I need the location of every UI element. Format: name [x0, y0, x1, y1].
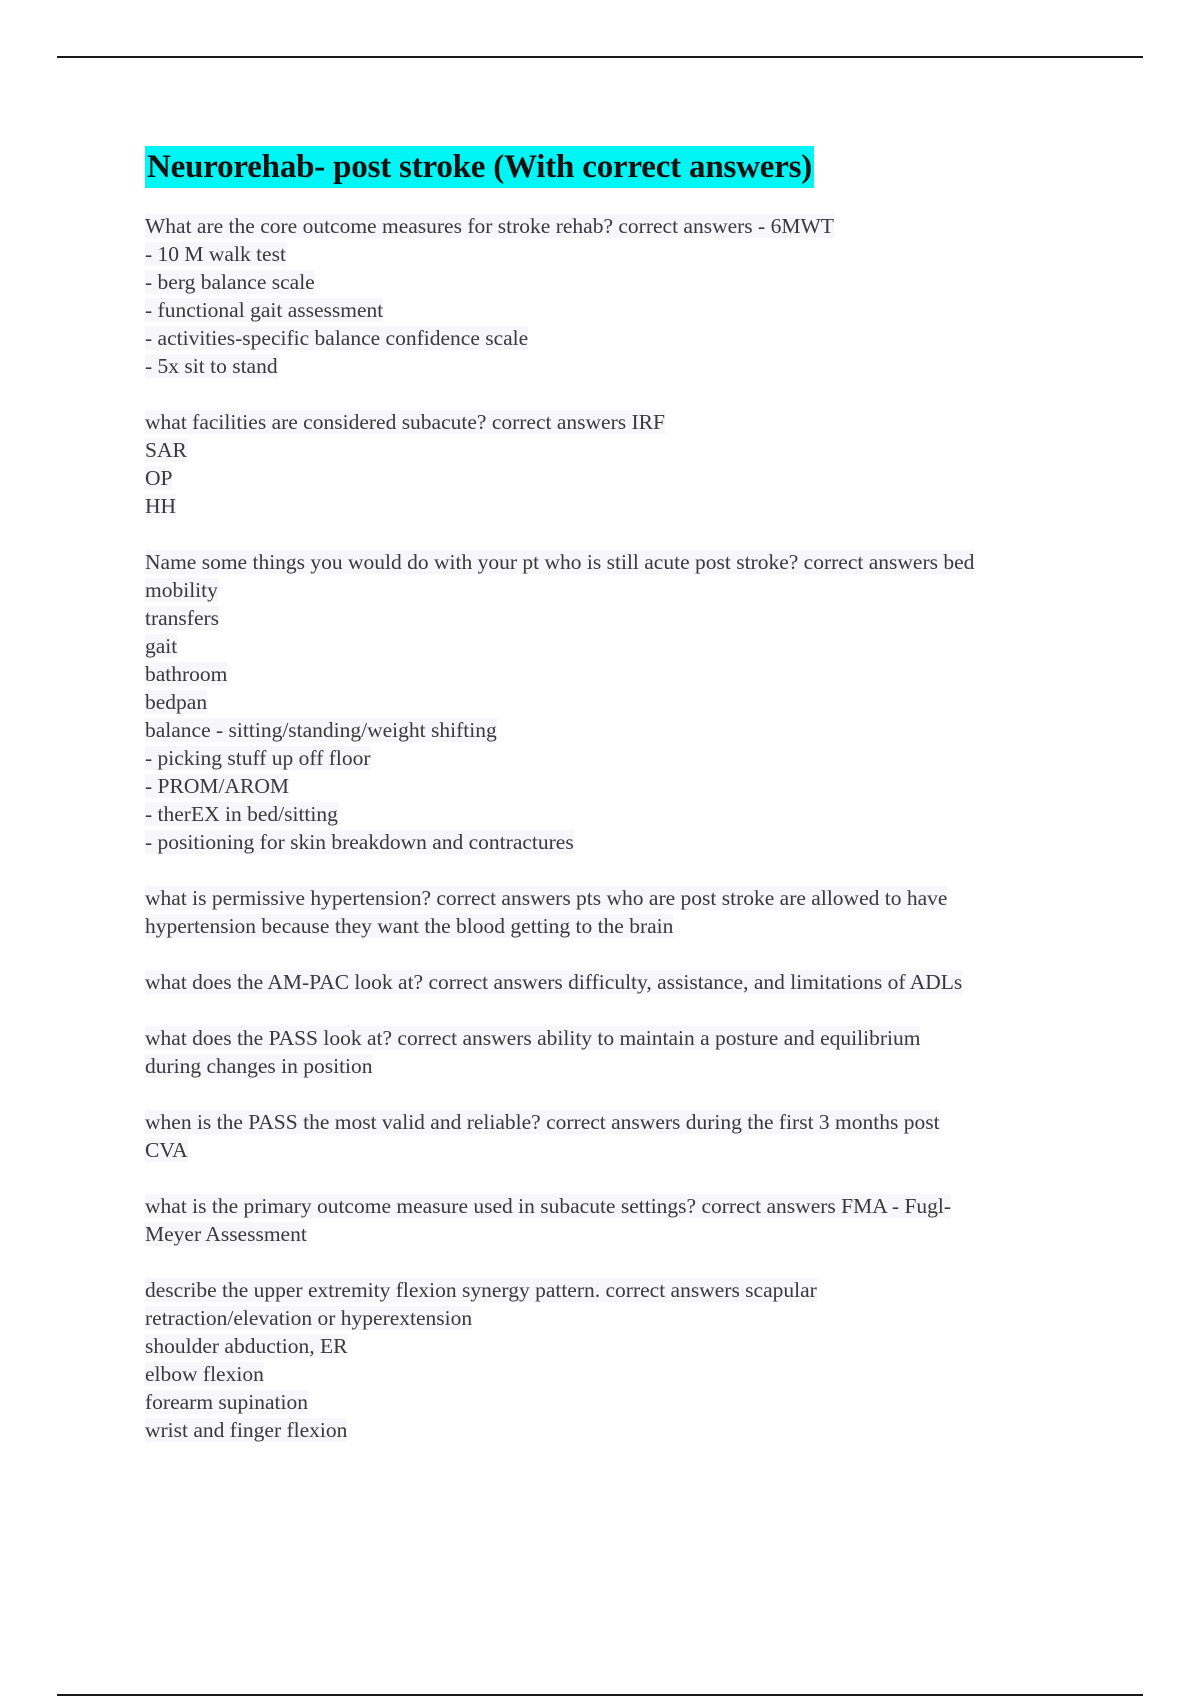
text-line: what facilities are considered subacute? correct answers IRF	[145, 410, 665, 434]
qa-block-permissive-hypertension	[145, 884, 1105, 940]
text-line: - therEX in bed/sitting	[145, 802, 338, 826]
qa-block-am-pac	[145, 968, 1105, 996]
qa-block-pass	[145, 1024, 1105, 1080]
text-line: - activities-specific balance confidence scale	[145, 326, 529, 350]
qa-block-subacute-facilities	[145, 408, 1105, 520]
text-line: gait	[145, 634, 178, 658]
text-line: Name some things you would do with your pt who is still acute post stroke? correct answers bed	[145, 550, 975, 574]
text-line: - positioning for skin breakdown and contractures	[145, 830, 574, 854]
text-line: when is the PASS the most valid and reliable? correct answers during the first 3 months post	[145, 1110, 940, 1134]
text-line: Meyer Assessment	[145, 1222, 307, 1246]
text-line: transfers	[145, 606, 220, 630]
text-line: elbow flexion	[145, 1362, 264, 1386]
text-line: - functional gait assessment	[145, 298, 384, 322]
text-line: retraction/elevation or hyperextension	[145, 1306, 473, 1330]
text-line: hypertension because they want the blood getting to the brain	[145, 914, 674, 938]
text-line: balance - sitting/standing/weight shifting	[145, 718, 497, 742]
text-line: forearm supination	[145, 1390, 308, 1414]
text-line: wrist and finger flexion	[145, 1418, 348, 1442]
text-line: what does the AM-PAC look at? correct answers difficulty, assistance, and limitations of ADLs	[145, 970, 963, 994]
text-line: mobility	[145, 578, 218, 602]
text-line: SAR	[145, 438, 187, 462]
text-line: what is permissive hypertension? correct answers pts who are post stroke are allowed to have	[145, 886, 948, 910]
text-line: what is the primary outcome measure used in subacute settings? correct answers FMA - Fugl-	[145, 1194, 952, 1218]
text-line: HH	[145, 494, 177, 518]
text-line: - 5x sit to stand	[145, 354, 278, 378]
qa-block-primary-outcome-measure	[145, 1192, 1105, 1248]
text-line: what does the PASS look at? correct answers ability to maintain a posture and equilibrium	[145, 1026, 921, 1050]
text-line: describe the upper extremity flexion synergy pattern. correct answers scapular	[145, 1278, 817, 1302]
qa-block-pass-validity	[145, 1108, 1105, 1164]
text-line: bathroom	[145, 662, 228, 686]
qa-block-flexion-synergy	[145, 1276, 1105, 1444]
text-line: - 10 M walk test	[145, 242, 286, 266]
text-line: - berg balance scale	[145, 270, 315, 294]
text-line: bedpan	[145, 690, 208, 714]
document-title: Neurorehab- post stroke (With correct answers)	[145, 146, 814, 188]
document-body	[145, 146, 1105, 1472]
text-line: OP	[145, 466, 173, 490]
top-rule	[57, 56, 1143, 58]
qa-block-core-outcome-measures	[145, 212, 1105, 380]
text-line: CVA	[145, 1138, 188, 1162]
text-line: What are the core outcome measures for stroke rehab? correct answers - 6MWT	[145, 214, 834, 238]
text-line: - picking stuff up off floor	[145, 746, 371, 770]
text-line: during changes in position	[145, 1054, 373, 1078]
text-line: shoulder abduction, ER	[145, 1334, 348, 1358]
text-line: - PROM/AROM	[145, 774, 289, 798]
bottom-rule	[57, 1694, 1143, 1696]
qa-block-acute-activities	[145, 548, 1105, 856]
